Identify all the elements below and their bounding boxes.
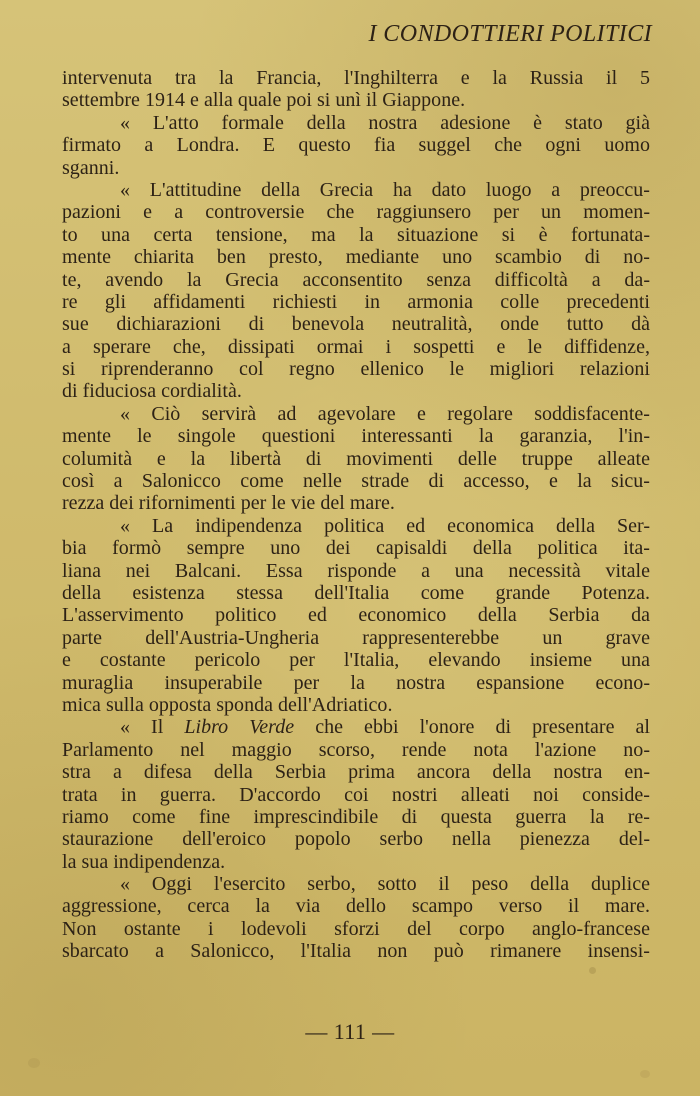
text-line: si riprenderanno col regno ellenico le migliori relazioni <box>62 358 650 381</box>
text-line: rezza dei rifornimenti per le vie del mare. <box>62 492 395 515</box>
text-line <box>62 716 650 738</box>
body-text <box>62 67 650 963</box>
text-line: « La indipendenza politica ed economica della Ser- <box>120 514 650 537</box>
text-line: to una certa tensione, ma la situazione si è fortunata- <box>62 223 650 246</box>
text-line: trata in guerra. D'accordo coi nostri alleati noi conside- <box>62 783 650 806</box>
text-line: aggressione, cerca la via dello scampo verso il mare. <box>62 895 650 918</box>
text-line: di fiduciosa cordialità. <box>62 380 242 403</box>
text-line: staurazione dell'eroico popolo serbo nella pienezza del- <box>62 828 650 851</box>
running-head: I CONDOTTIERI POLITICI <box>368 21 652 47</box>
text-line: stra a difesa della Serbia prima ancora della nostra en- <box>62 761 650 784</box>
text-line: mica sulla opposta sponda dell'Adriatico. <box>62 693 393 716</box>
text-line: L'asservimento politico ed economico della Serbia da <box>62 604 650 627</box>
book-title: Libro Verde <box>184 716 295 739</box>
text-line: a sperare che, dissipati ormai i sospetti e le diffidenze, <box>62 335 650 358</box>
text-line: così a Salonicco come nelle strade di accesso, e la sicu- <box>62 470 650 493</box>
text-line: columità e la libertà di movimenti delle truppe alleate <box>62 447 650 470</box>
text-line: parte dell'Austria-Ungheria rappresenterebbe un grave <box>62 626 650 649</box>
text-fragment: che ebbi l'onore di presentare al <box>315 716 650 739</box>
text-line: liana nei Balcani. Essa risponde a una necessità vitale <box>62 559 650 582</box>
text-fragment: « Il <box>120 716 164 739</box>
text-line: sue dichiarazioni di benevola neutralità, onde tutto dà <box>62 313 650 336</box>
text-line: Non ostante i lodevoli sforzi del corpo anglo-francese <box>62 917 650 940</box>
text-line: la sua indipendenza. <box>62 850 226 873</box>
text-line: « L'atto formale della nostra adesione è stato già <box>120 111 650 134</box>
text-line: Parlamento nel maggio scorso, rende nota l'azione no- <box>62 738 650 761</box>
text-line: « Ciò servirà ad agevolare e regolare soddisfacente- <box>120 402 650 425</box>
text-line: settembre 1914 e alla quale poi si unì il Giappone. <box>62 89 466 112</box>
text-line: intervenuta tra la Francia, l'Inghilterra e la Russia il 5 <box>62 67 650 89</box>
text-line: muraglia insuperabile per la nostra espansione econo- <box>62 671 650 694</box>
text-line: « L'attitudine della Grecia ha dato luogo a preoccu- <box>120 178 650 201</box>
paper-spot <box>589 967 596 974</box>
text-line: mente chiarita ben presto, mediante uno scambio di no- <box>62 246 650 269</box>
text-line: re gli affidamenti richiesti in armonia colle precedenti <box>62 290 650 313</box>
text-line: mente le singole questioni interessanti la garanzia, l'in- <box>62 425 650 448</box>
paper-spot <box>28 1058 40 1068</box>
text-line: e costante pericolo per l'Italia, elevando insieme una <box>62 649 650 672</box>
text-line: bia formò sempre uno dei capisaldi della politica ita- <box>62 537 650 560</box>
text-line: « Oggi l'esercito serbo, sotto il peso della duplice <box>120 873 650 896</box>
text-line: sbarcato a Salonicco, l'Italia non può rimanere insensi- <box>62 940 650 963</box>
text-line: della esistenza stessa dell'Italia come grande Potenza. <box>62 581 650 604</box>
text-line: te, avendo la Grecia acconsentito senza difficoltà a da- <box>62 268 650 291</box>
paper-spot <box>640 1070 650 1078</box>
page-number: — 111 — <box>305 1019 395 1044</box>
text-line: riamo come fine imprescindibile di questa guerra la re- <box>62 805 650 828</box>
text-line: sganni. <box>62 156 120 179</box>
text-line: firmato a Londra. E questo fia suggel che ogni uomo <box>62 134 650 157</box>
text-line: pazioni e a controversie che raggiunsero per un momen- <box>62 201 650 224</box>
